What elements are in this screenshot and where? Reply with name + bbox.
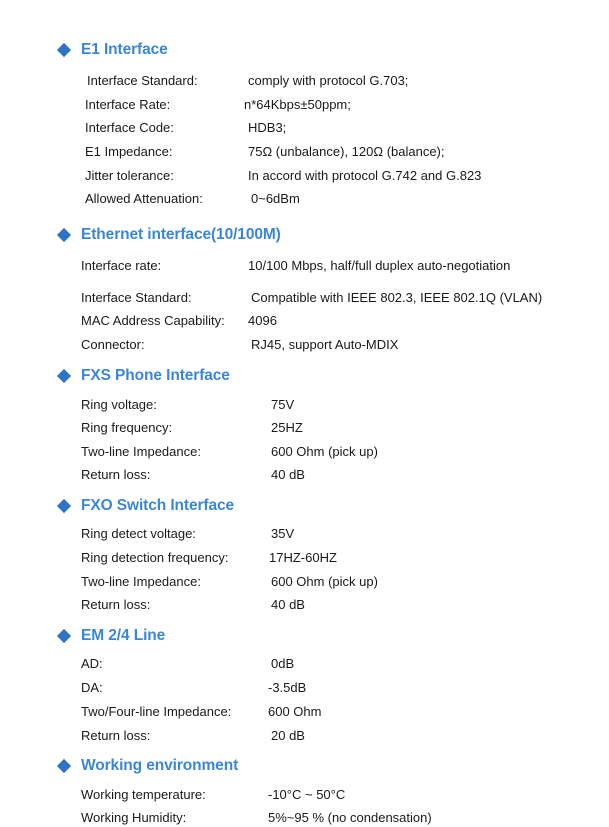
spec-label: Return loss: — [81, 467, 151, 482]
spec-value: 600 Ohm — [268, 704, 322, 719]
spec-label: Working temperature: — [81, 787, 206, 802]
spec-value: 35V — [271, 526, 295, 541]
spec-value: 17HZ-60HZ — [269, 550, 337, 565]
spec-label: Ring detect voltage: — [81, 526, 196, 541]
spec-value: 5%~95 % (no condensation) — [268, 810, 432, 825]
section-heading-em-2-4-line — [57, 625, 165, 647]
spec-label: DA: — [81, 680, 103, 695]
section-heading-e1-interface — [57, 39, 168, 61]
spec-label: Interface Standard: — [87, 73, 198, 88]
spec-value: 600 Ohm (pick up) — [271, 444, 378, 459]
spec-label: Connector: — [81, 337, 145, 352]
spec-value: 10/100 Mbps, half/full duplex auto-negotiation — [248, 258, 511, 273]
spec-value: 40 dB — [271, 467, 305, 482]
spec-value: 0~6dBm — [251, 191, 300, 206]
spec-label: Two-line Impedance: — [81, 574, 201, 589]
spec-value: 4096 — [248, 313, 277, 328]
spec-label: Allowed Attenuation: — [85, 191, 203, 206]
diamond-bullet-icon — [57, 759, 71, 773]
section-title: FXO Switch Interface — [81, 497, 235, 514]
spec-value: Compatible with IEEE 802.3, IEEE 802.1Q (VLAN) — [251, 290, 543, 305]
spec-label: Return loss: — [81, 728, 151, 743]
section-title: E1 Interface — [81, 41, 168, 58]
spec-label: Interface Standard: — [81, 290, 192, 305]
section-title: Working environment — [81, 757, 239, 774]
section-title: FXS Phone Interface — [81, 367, 230, 384]
spec-value: -3.5dB — [268, 680, 307, 695]
section-title: EM 2/4 Line — [81, 627, 166, 644]
spec-label: Interface Code: — [85, 120, 174, 135]
diamond-bullet-icon — [57, 629, 71, 643]
spec-label: Two-line Impedance: — [81, 444, 201, 459]
spec-label: Working Humidity: — [81, 810, 187, 825]
diamond-bullet-icon — [57, 43, 71, 57]
spec-label: AD: — [81, 656, 103, 671]
spec-value: comply with protocol G.703; — [248, 73, 409, 88]
spec-value: HDB3; — [248, 120, 287, 135]
spec-value: In accord with protocol G.742 and G.823 — [248, 168, 482, 183]
spec-label: Return loss: — [81, 597, 151, 612]
spec-label: Jitter tolerance: — [85, 168, 174, 183]
spec-value: RJ45, support Auto-MDIX — [251, 337, 399, 352]
diamond-bullet-icon — [57, 369, 71, 383]
section-heading-fxs-phone-interface — [57, 365, 230, 387]
spec-label: Ring voltage: — [81, 397, 157, 412]
section-title: Ethernet interface(10/100M) — [81, 226, 281, 243]
spec-label: MAC Address Capability: — [81, 313, 225, 328]
spec-value: 40 dB — [271, 597, 305, 612]
section-heading-ethernet-interface — [57, 224, 281, 246]
section-heading-working-environment — [57, 755, 238, 777]
spec-label: Interface Rate: — [85, 97, 171, 112]
spec-label: Ring frequency: — [81, 420, 173, 435]
diamond-bullet-icon — [57, 228, 71, 242]
spec-value: n*64Kbps±50ppm; — [244, 97, 351, 112]
spec-value: 75V — [271, 397, 295, 412]
spec-value: 600 Ohm (pick up) — [271, 574, 378, 589]
spec-value: 20 dB — [271, 728, 305, 743]
diamond-bullet-icon — [57, 499, 71, 513]
spec-value: -10°C ~ 50°C — [268, 787, 346, 802]
spec-value: 0dB — [271, 656, 295, 671]
spec-label: Interface rate: — [81, 258, 162, 273]
spec-label: Two/Four-line Impedance: — [81, 704, 232, 719]
spec-value: 75Ω (unbalance), 120Ω (balance); — [248, 144, 445, 159]
spec-value: 25HZ — [271, 420, 303, 435]
section-heading-fxo-switch-interface — [57, 495, 234, 517]
spec-label: E1 Impedance: — [85, 144, 173, 159]
spec-label: Ring detection frequency: — [81, 550, 229, 565]
